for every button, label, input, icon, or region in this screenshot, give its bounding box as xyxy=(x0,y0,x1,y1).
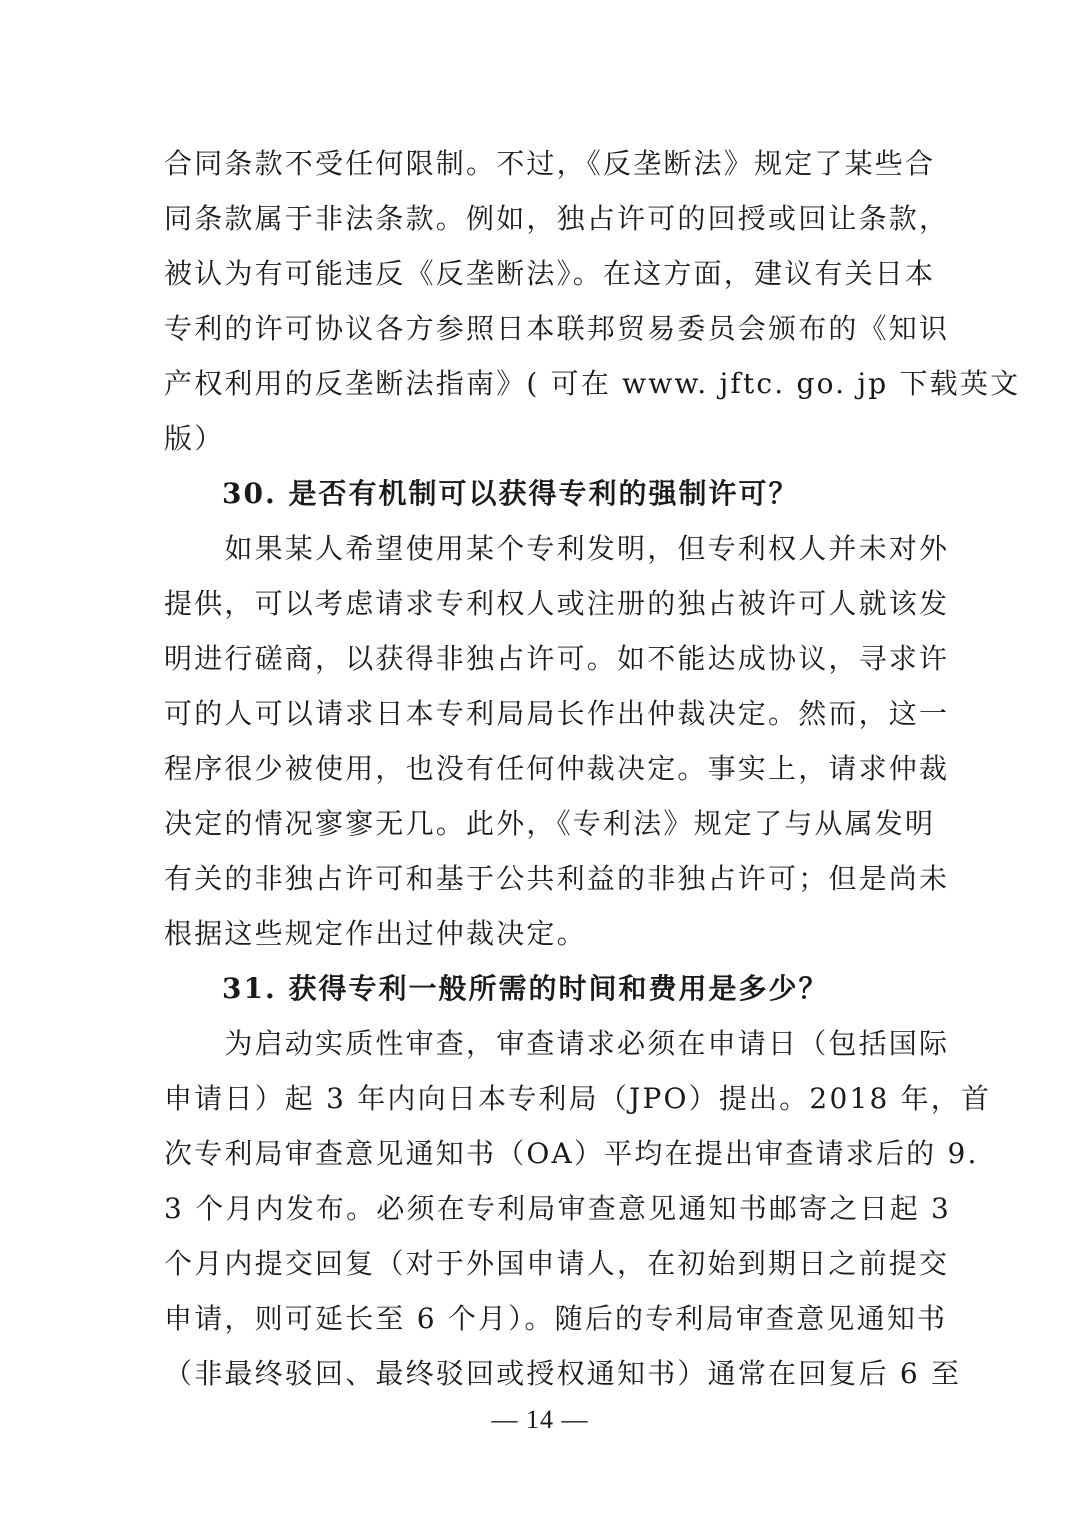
text-line: 为启动实质性审查，审查请求必须在申请日（包括国际 xyxy=(164,1027,950,1060)
text-line: 程序很少被使用，也没有任何仲裁决定。事实上，请求仲裁 xyxy=(164,752,950,785)
page-body xyxy=(164,136,1021,1401)
text-line: 3 个月内发布。必须在专利局审查意见通知书邮寄之日起 3 xyxy=(164,1192,952,1225)
page-number: — 14 — xyxy=(491,1405,589,1434)
text-line: （非最终驳回、最终驳回或授权通知书）通常在回复后 6 至 xyxy=(164,1357,962,1390)
text-line: 专利的许可协议各方参照日本联邦贸易委员会颁布的《知识 xyxy=(164,312,950,345)
text-line: 版） xyxy=(164,422,225,455)
text-line: 可的人可以请求日本专利局局长作出仲裁决定。然而，这一 xyxy=(164,697,950,730)
text-line: 如果某人希望使用某个专利发明，但专利权人并未对外 xyxy=(164,532,950,565)
section-30 xyxy=(164,466,950,961)
text-line: 申请日）起 3 年内向日本专利局（JPO）提出。2018 年，首 xyxy=(164,1082,992,1115)
text-line: 申请，则可延长至 6 个月）。随后的专利局审查意见通知书 xyxy=(164,1302,948,1335)
paragraph-antitrust xyxy=(164,136,1021,466)
text-line: 决定的情况寥寥无几。此外，《专利法》规定了与从属发明 xyxy=(164,807,936,840)
text-line: 合同条款不受任何限制。不过，《反垄断法》规定了某些合 xyxy=(164,147,936,180)
text-line: 次专利局审查意见通知书（OA）平均在提出审查请求后的 9. xyxy=(164,1137,979,1170)
section-31 xyxy=(164,961,992,1401)
section-heading: 31. 获得专利一般所需的时间和费用是多少？ xyxy=(222,972,829,1005)
text-line: 根据这些规定作出过仲裁决定。 xyxy=(164,917,587,950)
text-line: 有关的非独占许可和基于公共利益的非独占许可；但是尚未 xyxy=(164,862,950,895)
text-line: 同条款属于非法条款。例如，独占许可的回授或回让条款， xyxy=(164,202,950,235)
text-line: 产权利用的反垄断法指南》( 可在 www. jftc. go. jp 下载英文 xyxy=(164,367,1021,400)
text-line: 个月内提交回复（对于外国申请人，在初始到期日之前提交 xyxy=(164,1247,950,1280)
text-line: 明进行磋商，以获得非独占许可。如不能达成协议，寻求许 xyxy=(164,642,950,675)
text-line: 提供，可以考虑请求专利权人或注册的独占被许可人就该发 xyxy=(164,587,950,620)
section-heading: 30. 是否有机制可以获得专利的强制许可？ xyxy=(222,477,799,510)
text-line: 被认为有可能违反《反垄断法》。在这方面，建议有关日本 xyxy=(164,257,936,290)
